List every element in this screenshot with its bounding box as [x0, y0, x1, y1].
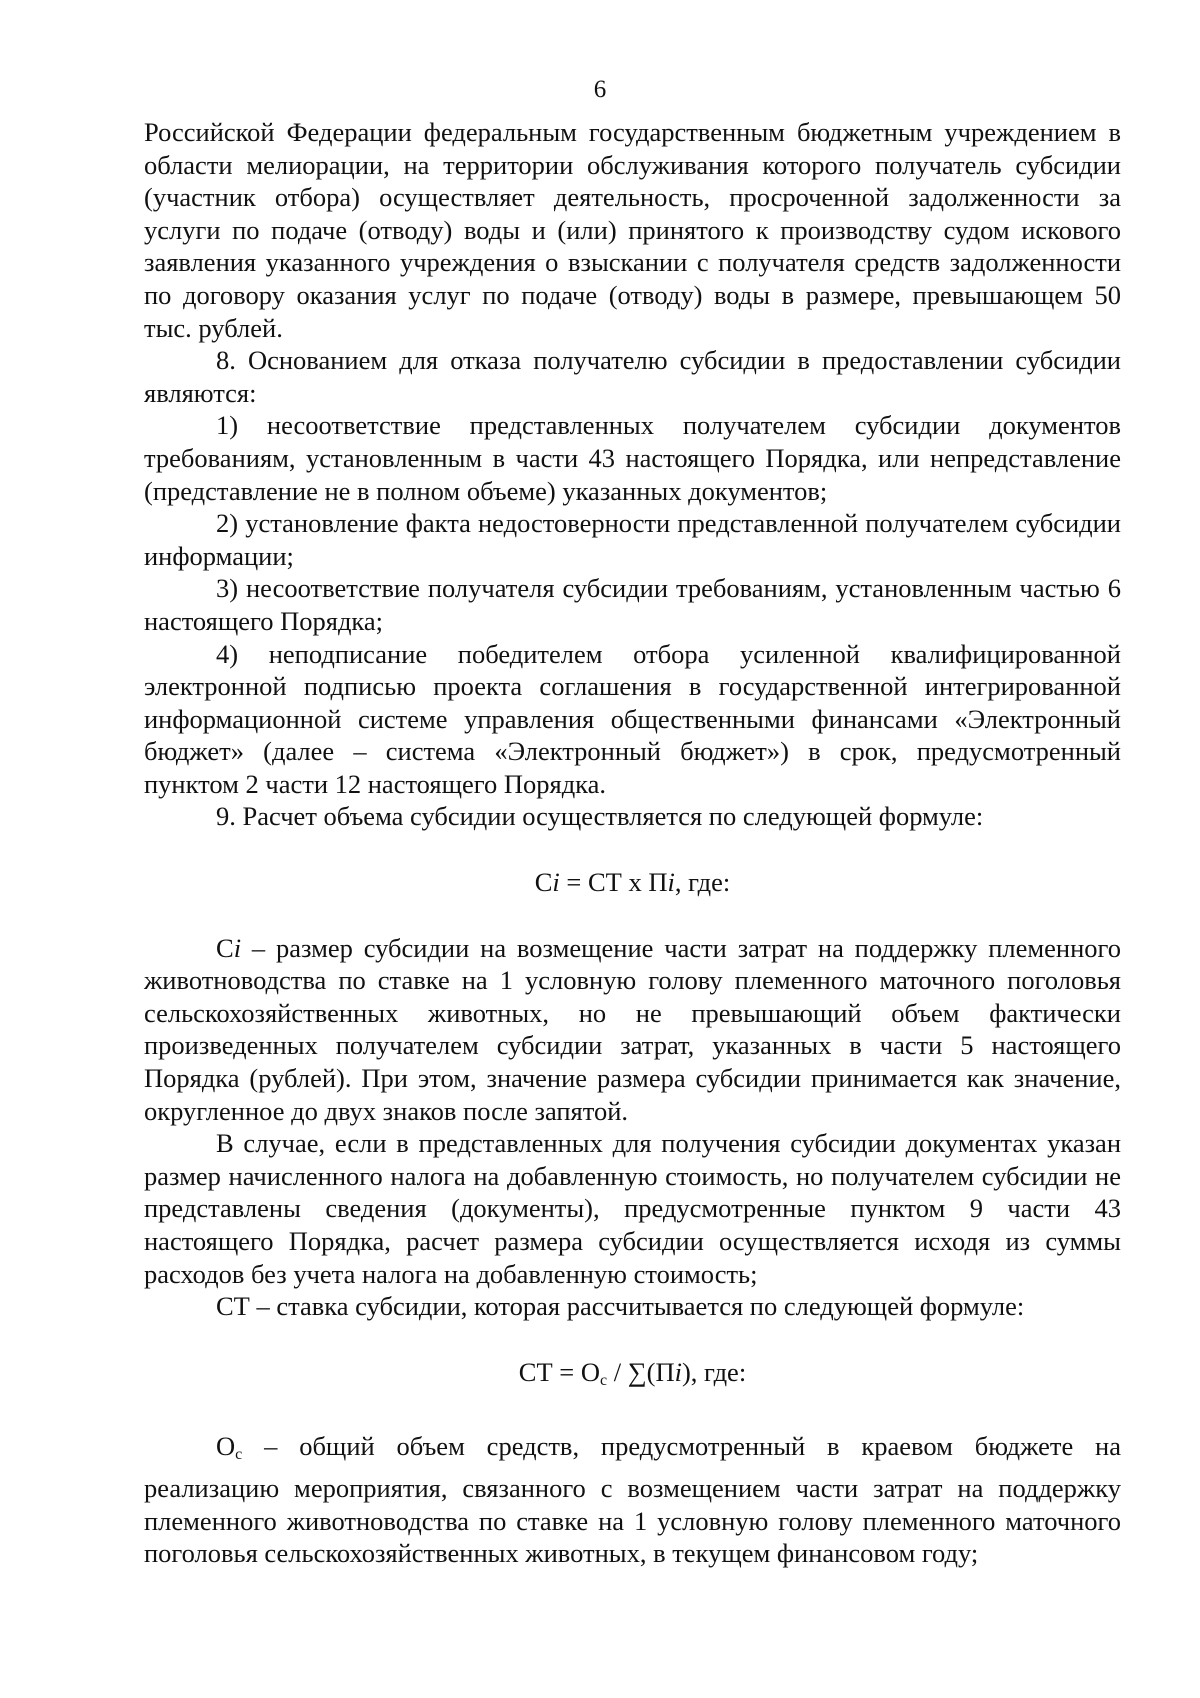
paragraph-subitem-2: 2) установление факта недостоверности представленной получателем субсидии информации;	[144, 508, 1121, 571]
definition-oc-text: – общий объем средств, предусмотренный в краевом бюджете на реализацию мероприятия, связанного с возмещением части затрат на поддержку племенного животноводства по ставке на 1 условную голову племенного маточного поголовья сельскохозяйственных животных, в текущем финансовом году;	[144, 1431, 1121, 1569]
definition-oc-symbol: О	[216, 1431, 236, 1462]
definition-ci-index: i	[233, 932, 242, 963]
paragraph-continuation: Российской Федерации федеральным государственным бюджетным учреждением в области мелиорации, на территории обслуживания которого получатель субсидии (участник отбора) осуществляет деятельность, просроченной задолженности за услуги по подаче (отводу) воды и (или) принятого к производству судом искового заявления указанного учреждения о взыскании с получателя средств задолженности по договору оказания услуг по подаче (отводу) воды в размере, превышающем 50 тыс. рублей.	[144, 117, 1121, 343]
paragraph-item-9: 9. Расчет объема субсидии осуществляется по следующей формуле:	[216, 801, 984, 832]
paragraph-item-8: 8. Основанием для отказа получателю субсидии в предоставлении субсидии являются:	[144, 345, 1121, 408]
formula-subsidy-size	[144, 866, 1121, 899]
paragraph-subitem-3: 3) несоответствие получателя субсидии требованиям, установленным частью 6 настоящего Порядка;	[144, 573, 1121, 636]
paragraph-subitem-1: 1) несоответствие представленных получателем субсидии документов требованиям, установленным в части 43 настоящего Порядка, или непредставление (представление не в полном объеме) указанных документов;	[144, 410, 1121, 506]
definition-ci-symbol: С	[216, 932, 234, 963]
definition-ci-text: – размер субсидии на возмещение части затрат на поддержку племенного животноводства по ставке на 1 условную голову племенного маточного поголовья сельскохозяйственных животных, но не превышающий объем фактически произведенных получателем субсидии затрат, указанных в части 5 настоящего Порядка (рублей). При этом, значение размера субсидии принимается как значение, округленное до двух знаков после запятой.	[144, 932, 1121, 1126]
formula2-sub: с	[600, 1371, 608, 1389]
definition-oc-sub: с	[235, 1446, 243, 1464]
formula-tail: , где:	[674, 867, 731, 898]
paragraph-vat-case: В случае, если в представленных для получения субсидии документах указан размер начисленного налога на добавленную стоимость, но получателем субсидии не представлены сведения (документы), предусмотренные пунктом 9 части 43 настоящего Порядка, расчет размера субсидии осуществляется исходя из суммы расходов без учета налога на добавленную стоимость;	[144, 1128, 1121, 1289]
formula2-part2: / ∑(П	[607, 1356, 675, 1387]
paragraph-subitem-4: 4) неподписание победителем отбора усиленной квалифицированной электронной подписью проекта соглашения в государственной интегрированной информационной системе управления общественными финансами «Электронный бюджет» (далее – система «Электронный бюджет») в срок, предусмотренный пунктом 2 части 12 настоящего Порядка.	[144, 638, 1121, 799]
document-body	[144, 116, 1121, 1570]
formula-lhs-index: i	[552, 867, 560, 898]
formula-middle: = СТ х П	[559, 867, 668, 898]
paragraph-st-rate: СТ – ставка субсидии, которая рассчитывается по следующей формуле:	[216, 1291, 1025, 1322]
definition-oc	[144, 1430, 1121, 1569]
formula2-index: i	[674, 1356, 682, 1387]
page-number: 6	[593, 76, 607, 103]
formula-subsidy-rate	[144, 1356, 1121, 1398]
definition-ci	[144, 932, 1121, 1128]
formula-lhs: С	[534, 867, 553, 898]
formula2-part1: СТ = О	[518, 1356, 600, 1387]
formula2-tail: ), где:	[681, 1356, 747, 1387]
formula-rhs-index: i	[667, 867, 675, 898]
